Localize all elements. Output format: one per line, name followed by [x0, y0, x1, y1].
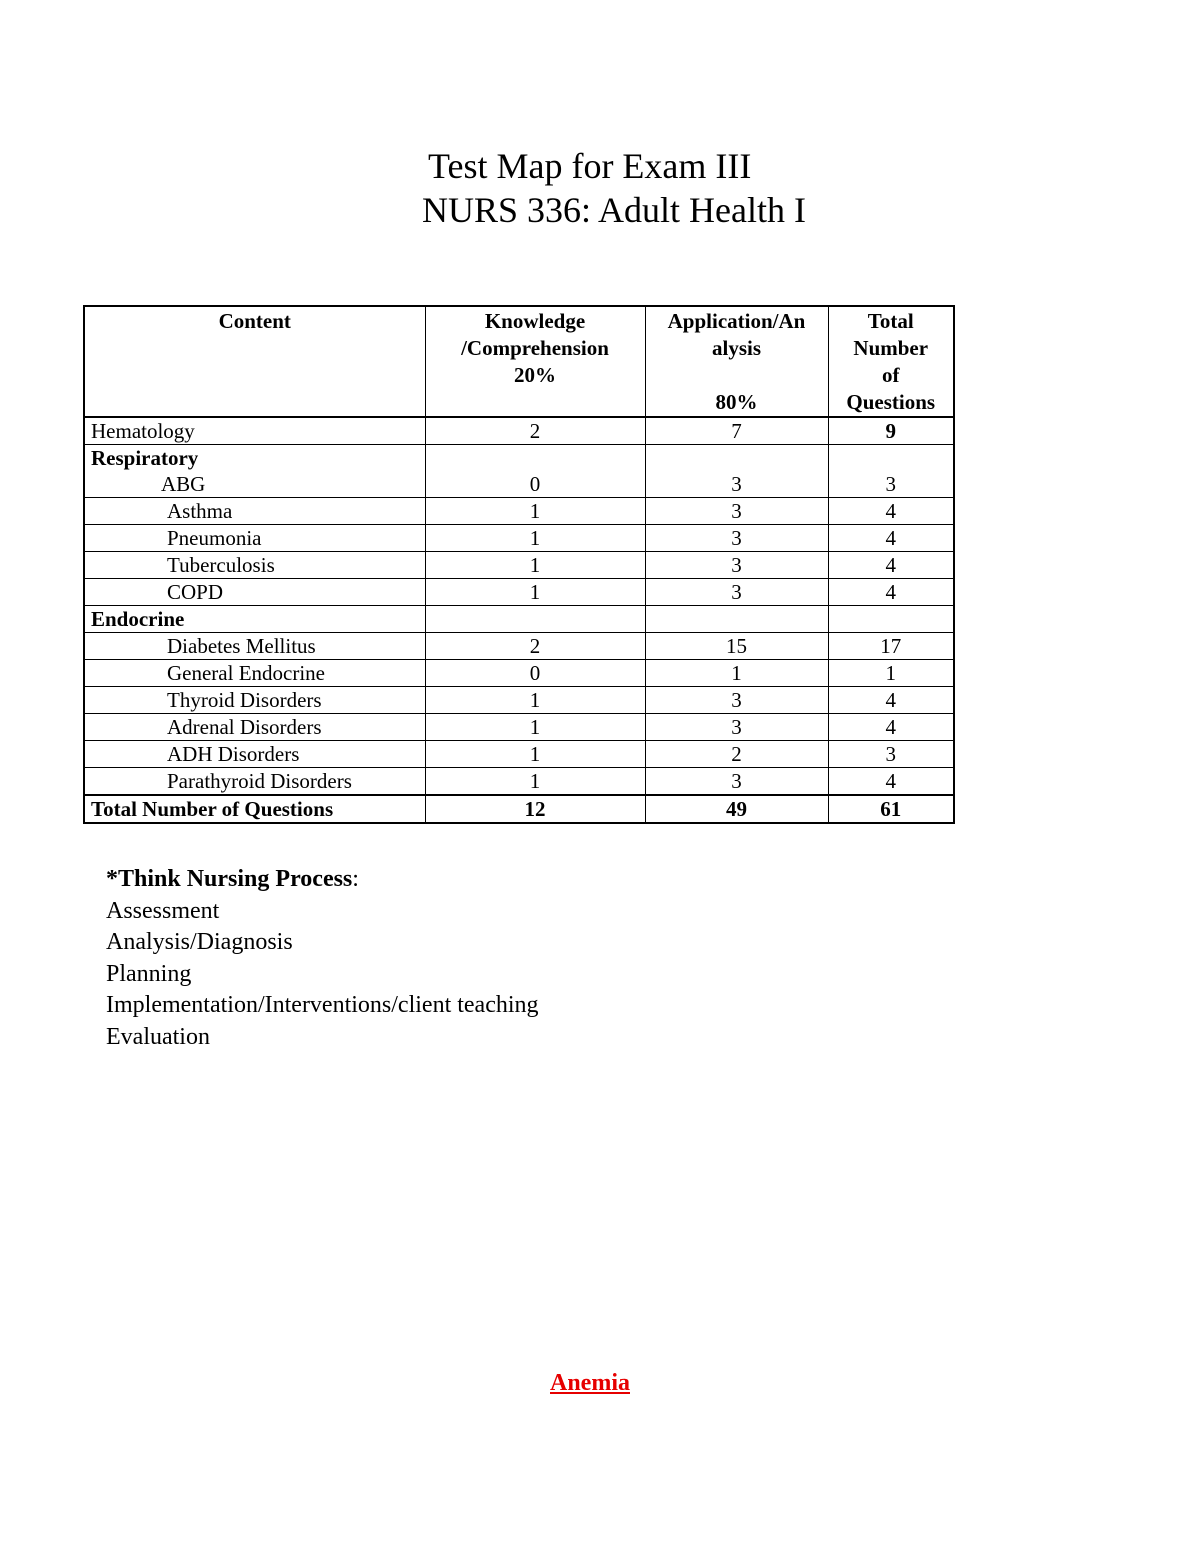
table-row [84, 633, 954, 660]
knowledge-count: 1 [425, 768, 645, 796]
knowledge-count: 1 [425, 579, 645, 606]
row-label: Tuberculosis [84, 552, 425, 579]
application-count: 3 [645, 714, 828, 741]
knowledge-count: 1 [425, 687, 645, 714]
row-label: Adrenal Disorders [84, 714, 425, 741]
application-count: 15 [645, 633, 828, 660]
table-total-row [84, 795, 954, 823]
table-row [84, 552, 954, 579]
row-label: Thyroid Disorders [84, 687, 425, 714]
row-label: Asthma [84, 498, 425, 525]
nursing-process-list [106, 864, 539, 1053]
total-count: 4 [828, 498, 954, 525]
application-count: 7 [645, 417, 828, 445]
application-total: 49 [645, 795, 828, 823]
application-count: 3 [645, 445, 828, 498]
row-label: COPD [84, 579, 425, 606]
knowledge-count: 1 [425, 552, 645, 579]
empty-cell [425, 606, 645, 633]
grand-total: 61 [828, 795, 954, 823]
table-row [84, 579, 954, 606]
list-item: Evaluation [106, 1023, 210, 1050]
header-knowledge: Knowledge /Comprehension 20% [425, 306, 645, 417]
row-label: ABG [161, 472, 206, 496]
total-count: 4 [828, 525, 954, 552]
header-content: Content [84, 306, 425, 417]
total-count: 9 [828, 417, 954, 445]
row-label: Hematology [84, 417, 425, 445]
empty-cell [828, 606, 954, 633]
table-row [84, 498, 954, 525]
total-count: 1 [828, 660, 954, 687]
application-count: 1 [645, 660, 828, 687]
table-row [84, 525, 954, 552]
total-count: 3 [828, 445, 954, 498]
application-count: 3 [645, 498, 828, 525]
knowledge-count: 1 [425, 525, 645, 552]
table-row [84, 445, 954, 498]
title-line-1: Test Map for Exam III [428, 146, 752, 186]
list-item: Assessment [106, 897, 220, 924]
group-label-respiratory: Respiratory ABG [84, 445, 425, 498]
knowledge-count: 1 [425, 741, 645, 768]
knowledge-count: 1 [425, 714, 645, 741]
header-total: Total Number of Questions [828, 306, 954, 417]
table-header-row [84, 306, 954, 417]
total-count: 4 [828, 552, 954, 579]
empty-cell [645, 606, 828, 633]
total-label: Total Number of Questions [84, 795, 425, 823]
table-row [84, 417, 954, 445]
total-count: 3 [828, 741, 954, 768]
application-count: 2 [645, 741, 828, 768]
application-count: 3 [645, 525, 828, 552]
knowledge-count: 2 [425, 633, 645, 660]
list-item: Implementation/Interventions/client teaching [106, 992, 539, 1018]
total-count: 17 [828, 633, 954, 660]
row-label: Pneumonia [84, 525, 425, 552]
total-count: 4 [828, 687, 954, 714]
list-item: Analysis/Diagnosis [106, 929, 293, 955]
knowledge-total: 12 [425, 795, 645, 823]
row-label: General Endocrine [84, 660, 425, 687]
header-application: Application/An alysis 80% [645, 306, 828, 417]
application-count: 3 [645, 768, 828, 796]
knowledge-count: 2 [425, 417, 645, 445]
knowledge-count: 1 [425, 498, 645, 525]
row-label: Diabetes Mellitus [84, 633, 425, 660]
application-count: 3 [645, 552, 828, 579]
title-line-2: NURS 336: Adult Health I [422, 190, 806, 230]
table-row [84, 687, 954, 714]
table-row [84, 606, 954, 633]
table-row [84, 714, 954, 741]
row-label: Parathyroid Disorders [84, 768, 425, 796]
table-row [84, 660, 954, 687]
knowledge-count: 0 [425, 660, 645, 687]
knowledge-count: 0 [425, 445, 645, 498]
list-item: Planning [106, 960, 192, 987]
application-count: 3 [645, 579, 828, 606]
total-count: 4 [828, 579, 954, 606]
table-row [84, 741, 954, 768]
application-count: 3 [645, 687, 828, 714]
total-count: 4 [828, 768, 954, 796]
document-title [0, 144, 1200, 232]
nursing-process-heading: *Think Nursing Process: [106, 866, 359, 892]
table-row [84, 768, 954, 796]
row-label: ADH Disorders [84, 741, 425, 768]
anemia-heading: Anemia [550, 1370, 630, 1396]
group-label-endocrine: Endocrine [84, 606, 425, 633]
test-map-table [83, 305, 955, 824]
total-count: 4 [828, 714, 954, 741]
